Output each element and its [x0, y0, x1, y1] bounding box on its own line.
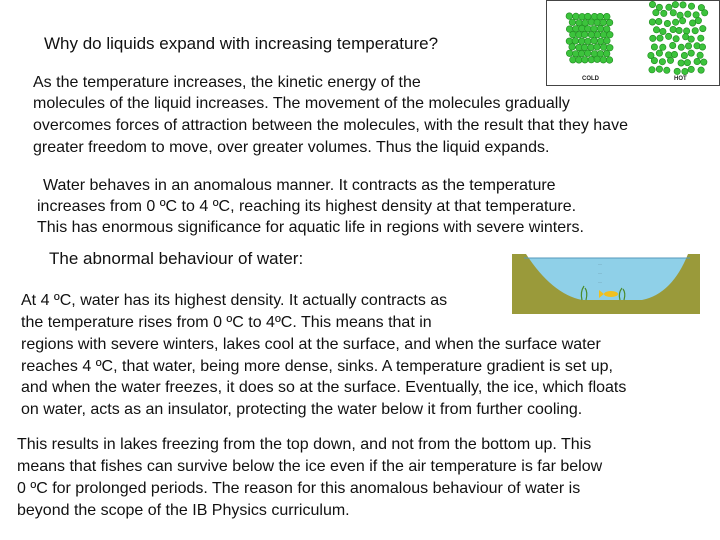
- paragraph-4-line-2: means that fishes can survive below the ice even if the air temperature is far below: [17, 458, 603, 475]
- molecule: [698, 35, 704, 41]
- paragraph-1-line-2: molecules of the liquid increases. The movement of the molecules gradually: [33, 95, 570, 112]
- molecule: [578, 50, 585, 57]
- molecule: [681, 52, 687, 58]
- molecule: [692, 28, 698, 34]
- paragraph-2-line-1: Water behaves in an anomalous manner. It contracts as the temperature: [43, 177, 556, 194]
- molecule: [679, 18, 685, 24]
- molecule: [660, 28, 666, 34]
- molecule: [606, 57, 613, 64]
- molecule: [676, 27, 682, 33]
- molecule: [698, 67, 704, 73]
- molecule: [670, 42, 676, 48]
- paragraph-4-line-3: 0 ºC for prolonged periods. The reason for this anomalous behaviour of water is: [17, 480, 581, 497]
- molecule: [588, 56, 595, 63]
- molecule: [680, 2, 686, 8]
- molecule: [594, 56, 601, 63]
- molecule: [600, 19, 607, 26]
- molecule: [570, 31, 577, 38]
- hot-label: HOT: [674, 76, 687, 82]
- paragraph-1-line-1: As the temperature increases, the kinetic energy of the: [33, 74, 421, 91]
- molecule: [678, 60, 684, 66]
- molecule: [672, 19, 678, 25]
- molecule: [572, 38, 579, 45]
- svg-text:—: —: [598, 270, 602, 275]
- molecule: [569, 44, 576, 51]
- molecule: [660, 44, 666, 50]
- molecule: [688, 36, 694, 42]
- molecule: [600, 32, 607, 39]
- molecule: [695, 17, 701, 23]
- molecule: [650, 35, 656, 41]
- section-heading: The abnormal behaviour of water:: [49, 249, 304, 268]
- molecule: [649, 67, 655, 73]
- molecule: [671, 51, 677, 57]
- molecule: [670, 10, 676, 16]
- paragraph-4-line-1: This results in lakes freezing from the top down, and not from the bottom up. This: [17, 436, 592, 453]
- molecule: [594, 19, 601, 26]
- molecule: [688, 50, 694, 56]
- molecule: [666, 4, 672, 10]
- molecule: [607, 31, 614, 38]
- molecule: [670, 26, 676, 32]
- molecule: [582, 57, 589, 64]
- molecule: [566, 50, 573, 57]
- molecule: [651, 57, 657, 63]
- paragraph-1-line-4: greater freedom to move, over greater volumes. Thus the liquid expands.: [33, 139, 550, 156]
- molecule: [588, 44, 595, 51]
- molecule: [579, 38, 586, 45]
- paragraph-2-line-2: increases from 0 ºC to 4 ºC, reaching its highest density at that temperature.: [37, 198, 577, 215]
- molecule: [664, 20, 670, 26]
- molecule: [665, 33, 671, 39]
- molecule: [591, 26, 598, 33]
- molecule: [585, 26, 592, 33]
- molecule: [594, 44, 601, 51]
- molecule: [600, 44, 607, 51]
- molecule: [701, 59, 707, 65]
- paragraph-3-line-2: the temperature rises from 0 ºC to 4ºC. This means that in: [21, 314, 432, 331]
- paragraph-3-line-4: reaches 4 ºC, that water, being more dense, sinks. A temperature gradient is set up,: [21, 358, 613, 375]
- paragraph-3-line-1: At 4 ºC, water has its highest density. It actually contracts as: [21, 292, 448, 309]
- molecule: [653, 27, 659, 33]
- molecule: [700, 25, 706, 31]
- paragraph-3-line-6: on water, acts as an insulator, protecting the water below it from further cooling.: [21, 401, 583, 418]
- paragraph-3-line-5: and when the water freezes, it does so at the surface. Eventually, the ice, which floats: [21, 379, 627, 396]
- molecule: [604, 13, 611, 20]
- molecule: [688, 3, 694, 9]
- page-title: Why do liquids expand with increasing temperature?: [44, 34, 439, 53]
- molecule: [685, 43, 691, 49]
- molecule: [667, 57, 673, 63]
- molecule: [597, 25, 604, 32]
- molecule: [604, 38, 611, 45]
- molecule: [656, 66, 662, 72]
- molecule: [674, 68, 680, 74]
- molecule: [653, 9, 659, 15]
- paragraph-2-line-3: This has enormous significance for aquatic life in regions with severe winters.: [37, 219, 584, 236]
- molecule: [664, 67, 670, 73]
- molecule: [699, 44, 705, 50]
- molecule: [685, 11, 691, 17]
- molecule: [649, 19, 655, 25]
- molecule: [588, 31, 595, 38]
- molecule: [702, 10, 708, 16]
- depth-markers: [598, 261, 602, 284]
- molecule: [588, 19, 595, 26]
- molecule-figure: [546, 0, 720, 86]
- molecule: [597, 13, 604, 20]
- molecule: [585, 38, 592, 45]
- molecule: [591, 37, 598, 44]
- svg-text:—: —: [598, 261, 602, 266]
- molecule: [659, 59, 665, 65]
- molecule: [584, 50, 591, 57]
- molecule: [682, 68, 688, 74]
- molecule: [697, 52, 703, 58]
- paragraph-1-line-3: overcomes forces of attraction between the molecules, with the result that they have: [33, 117, 628, 134]
- molecule: [694, 58, 700, 64]
- molecule: [581, 31, 588, 38]
- molecule: [579, 25, 586, 32]
- molecule: [689, 20, 695, 26]
- molecule: [673, 36, 679, 42]
- cold-label: COLD: [582, 76, 599, 82]
- molecule: [688, 66, 694, 72]
- svg-text:—: —: [598, 279, 602, 284]
- molecule: [566, 13, 573, 20]
- molecule: [672, 1, 678, 7]
- molecule: [573, 13, 580, 20]
- molecule: [607, 44, 614, 51]
- molecule: [683, 28, 689, 34]
- molecule: [603, 50, 610, 57]
- molecule: [661, 10, 667, 16]
- molecule: [606, 19, 613, 26]
- paragraph-4-line-4: beyond the scope of the IB Physics curriculum.: [17, 502, 350, 519]
- molecule: [600, 57, 607, 64]
- molecule: [656, 18, 662, 24]
- lake-figure: [512, 244, 700, 314]
- molecule: [656, 50, 662, 56]
- paragraph-3-line-3: regions with severe winters, lakes cool at the surface, and when the surface water: [21, 336, 601, 353]
- molecule: [576, 57, 583, 64]
- molecule: [684, 59, 690, 65]
- molecule: [594, 31, 601, 38]
- molecule: [570, 57, 577, 64]
- molecule: [569, 19, 576, 26]
- molecule: [678, 44, 684, 50]
- molecule: [651, 44, 657, 50]
- molecule: [649, 1, 655, 7]
- molecule: [657, 35, 663, 41]
